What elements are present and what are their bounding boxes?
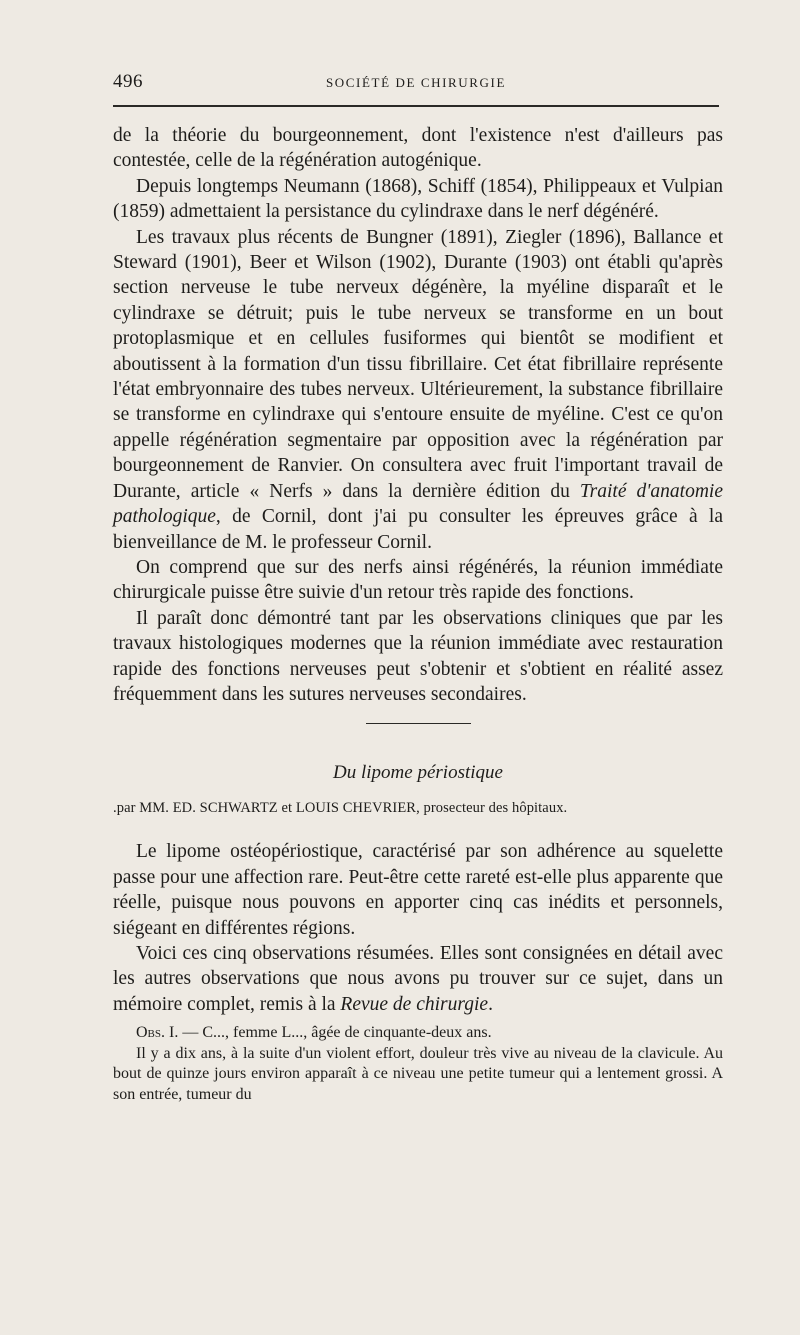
journal-title: SOCIÉTÉ DE CHIRURGIE	[325, 75, 507, 90]
paragraph-3-end: , de Cornil, dont j'ai pu consulter les épreuves grâce à la bienveillance de M. le professeur Cornil.	[113, 506, 723, 553]
paragraph-3	[113, 225, 723, 555]
paragraph-3-text: Les travaux plus récents de Bungner (1891), Ziegler (1896), Ballance et Steward (1901), Beer et Wilson (1902), Durante (1903) ont établi qu'après section nerveuse le tube nerveux dégénère, la myéline disparaît et le cylindraxe se détruit; puis le tube nerveux se transforme en un bout protoplasmique et en cellules fusiformes qui bientôt se modifient et aboutissent à la formation d'un tissu fibrillaire. Cet état fibrillaire représente l'état embryonnaire des tubes nerveux. Ultérieurement, la substance fibrillaire se transforme en cylindraxe qui s'entoure ensuite de myéline. C'est ce qu'on appelle régénération segmentaire par opposition avec la régénération par bourgeonnement de Ranvier. On consultera avec fruit l'important travail de Durante, article « Nerfs » dans la dernière édition du	[113, 226, 723, 502]
observation-heading-text: — C..., femme L..., âgée de cinquante-deux ans.	[178, 1024, 492, 1042]
article-paragraph-2-end: .	[488, 993, 493, 1015]
observation-block	[113, 1023, 723, 1105]
paragraph-5: Il paraît donc démontré tant par les observations cliniques que par les travaux histologiques modernes que la réunion immédiate avec restauration rapide des fonctions nerveuses peut s'obtenir et s'obtient en réalité assez fréquemment dans les sutures nerveuses secondaires.	[113, 607, 723, 705]
traite-title: Traité d'anatomie pathologique	[113, 480, 723, 528]
article-paragraph-2	[113, 941, 723, 1017]
text-body	[113, 123, 723, 1105]
observation-label: Obs. I.	[136, 1024, 179, 1042]
revue-title: Revue de chirurgie	[340, 993, 489, 1015]
paragraph-4: On comprend que sur des nerfs ainsi régénérés, la réunion immédiate chirurgicale puisse être suivie d'un retour très rapide des fonctions.	[113, 556, 723, 604]
observation-text: Il y a dix ans, à la suite d'un violent effort, douleur très vive au niveau de la clavicule. Au bout de quinze jours environ apparaît à ce niveau une petite tumeur qui a lentement grossi. A son entrée, tumeur du	[113, 1044, 723, 1103]
page-number: 496	[113, 71, 143, 92]
paragraph-2: Depuis longtemps Neumann (1868), Schiff (1854), Philippeaux et Vulpian (1859) admettaient la persistance du cylindraxe dans le nerf dégénéré.	[113, 175, 723, 223]
observation-heading	[113, 1023, 723, 1044]
article-paragraph-2-text: Voici ces cinq observations résumées. Elles sont consignées en détail avec les autres observations que nous avons pu trouver sur ce sujet, dans un mémoire complet, remis à la	[113, 942, 723, 1015]
article-title: Du lipome périostique	[333, 762, 503, 784]
section-separator	[366, 723, 471, 724]
article-byline: .par MM. ED. SCHWARTZ et LOUIS CHEVRIER, prosecteur des hôpitaux.	[113, 800, 568, 817]
running-head	[113, 71, 719, 95]
article-paragraph-1: Le lipome ostéopériostique, caractérisé par son adhérence au squelette passe pour une affection rare. Peut-être cette rareté est-elle plus apparente que réelle, puisque nous pouvons en apporter cinq cas inédits et personnels, siégeant en différentes régions.	[113, 841, 723, 939]
header-rule	[113, 105, 719, 107]
paragraph-1: de la théorie du bourgeonnement, dont l'existence n'est d'ailleurs pas contestée, celle de la régénération autogénique.	[113, 125, 723, 172]
